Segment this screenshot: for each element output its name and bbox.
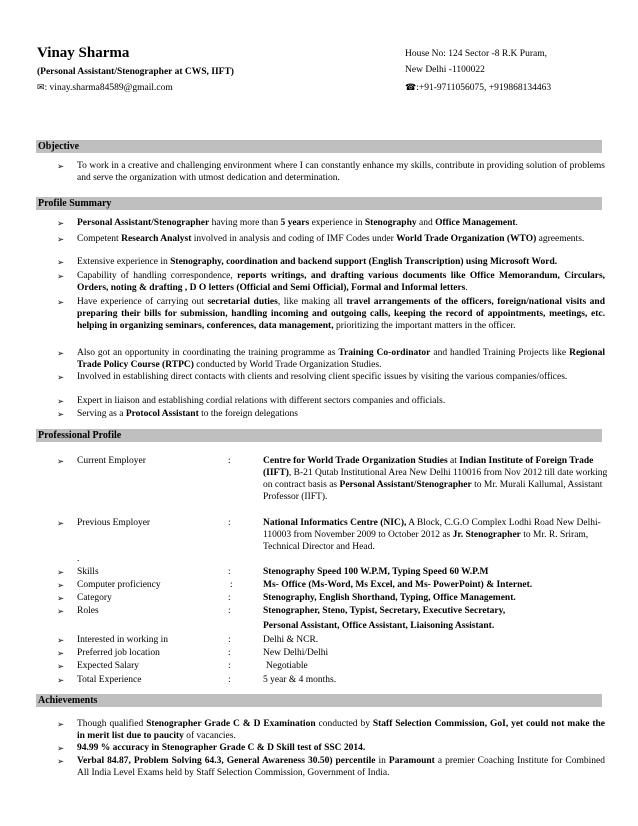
colon: : (228, 635, 231, 645)
summary-item-5: Have experience of carrying out secretarial duties, like making all travel arrangements of the officers, foreign/national visits and preparing their bills for submission, handling incoming and outgoing calls, keeping the record of appointments, meetings, etc. helping in organizing seminars, conferences, data management, prioritizing the important matters in the officer. (77, 297, 605, 331)
category-label: Category (77, 593, 112, 603)
phone-icon: ☎ (405, 82, 417, 92)
bullet-arrow-icon: ➢ (57, 580, 65, 590)
bullet-arrow-icon: ➢ (57, 409, 65, 419)
bullet-arrow-icon: ➢ (57, 606, 65, 616)
bullet-arrow-icon: ➢ (57, 518, 65, 528)
bullet-arrow-icon: ➢ (57, 234, 65, 244)
bullet-arrow-icon: ➢ (57, 593, 65, 603)
candidate-name: Vinay Sharma (37, 45, 130, 61)
interested-label: Interested in working in (77, 635, 169, 645)
bullet-arrow-icon: ➢ (57, 661, 65, 671)
colon: : (228, 648, 231, 658)
expected-salary-label: Expected Salary (77, 661, 139, 671)
address-line-1: House No: 124 Sector -8 R.K Puram, (405, 49, 547, 59)
total-experience-value: 5 year & 4 months. (263, 675, 337, 685)
achievement-1: Though qualified Stenographer Grade C & D Examination conducted by Staff Selection Commission, GoI, yet could not make the in merit list due to paucity of vacancies. (77, 719, 606, 741)
total-experience-label: Total Experience (77, 675, 142, 685)
colon: : (230, 580, 233, 590)
professional-profile-heading: Professional Profile (36, 429, 602, 442)
previous-employer-label: Previous Employer (77, 518, 151, 528)
previous-employer-value: National Informatics Centre (NIC), A Block, C.G.O Complex Lodhi Road New Delhi-110003 from November 2009 to October 2012 as Jr. Stenographer to Mr. R. Sriram, Technical Director and Head. (263, 518, 601, 552)
email-text: : vinay.sharma84589@gmail.com (44, 83, 173, 93)
bullet-arrow-icon: ➢ (57, 271, 65, 281)
roles-label: Roles (77, 606, 99, 616)
skills-value: Stenography Speed 100 W.P.M, Typing Speed 60 W.P.M (263, 567, 489, 577)
address-line-2: New Delhi -1100022 (405, 65, 485, 75)
bullet-arrow-icon: ➢ (57, 218, 65, 228)
bullet-arrow-icon: ➢ (57, 372, 65, 382)
colon: : (228, 606, 231, 616)
summary-item-1: Personal Assistant/Stenographer having more than 5 years experience in Stenography and Office Management. (77, 218, 518, 228)
roles-value: Stenographer, Steno, Typist, Secretary, Executive Secretary, Personal Assistant, Office Assistant, Liaisoning Assistant. (263, 606, 506, 631)
bullet-arrow-icon: ➢ (57, 635, 65, 645)
bullet-arrow-icon: ➢ (57, 743, 65, 753)
email-line (37, 81, 173, 94)
expected-salary-value: Negotiable (266, 661, 308, 671)
current-employer-value: Centre for World Trade Organization Studies at Indian Institute of Foreign Trade (IIFT), B-21 Qutab Institutional Area New Delhi 110016 from Nov 2012 till date working on contract basis as Personal Assistant/Stenographer to Mr. Murali Kallumal, Assistant Professor (IIFT). (263, 456, 608, 502)
bullet-arrow-icon: ➢ (57, 648, 65, 658)
colon: : (228, 593, 231, 603)
bullet-arrow-icon: ➢ (57, 257, 65, 267)
bullet-arrow-icon: ➢ (57, 675, 65, 685)
preferred-location-value: New Delhi/Delhi (263, 648, 329, 658)
colon: : (228, 518, 231, 528)
summary-item-8: Expert in liaison and establishing cordial relations with different sectors companies and officials. (77, 396, 446, 406)
objective-text: To work in a creative and challenging environment where I can constantly enhance my skills, contribute in providing solution of problems and serve the organization with utmost dedication and determination. (77, 161, 605, 183)
computer-proficiency-label: Computer proficiency (77, 580, 161, 590)
summary-item-4: Capability of handling correspondence, reports writings, and drafting various documents like Office Memorandum, Circulars, Orders, noting & drafting , D O letters (Official and Semi Official), Formal and Informal letters. (77, 271, 606, 293)
phone-text: :+91-9711056075, +919868134463 (416, 83, 552, 93)
colon: : (228, 456, 231, 466)
colon: : (228, 675, 231, 685)
computer-proficiency-value: Ms- Office (Ms-Word, Ms Excel, and Ms- PowerPoint) & Internet. (263, 580, 533, 590)
profile-summary-heading: Profile Summary (36, 197, 602, 210)
achievement-3: Verbal 84.87, Problem Solving 64.3, General Awareness 30.50) percentile in Paramount a premier Coaching Institute for Combined All India Level Exams held by Staff Selection Commission, Government of India. (77, 756, 605, 778)
bullet-arrow-icon: ➢ (57, 719, 65, 729)
bullet-arrow-icon: ➢ (57, 567, 65, 577)
colon: : (228, 661, 231, 671)
summary-item-6: Also got an opportunity in coordinating the training programme as Training Co-ordinator and handled Training Projects like Regional Trade Policy Course (RTPC) conducted by World Trade Organization Studies. (77, 348, 605, 370)
objective-heading: Objective (36, 140, 602, 153)
envelope-icon: ✉ (37, 82, 45, 92)
summary-item-3: Extensive experience in Stenography, coordination and backend support (English Transcription) using Microsoft Word. (77, 257, 558, 267)
summary-item-2: Competent Research Analyst involved in analysis and coding of IMF Codes under World Trade Organization (WTO) agreements. (77, 234, 585, 244)
summary-item-9: Serving as a Protocol Assistant to the foreign delegations (77, 409, 298, 419)
bullet-arrow-icon: ➢ (57, 456, 65, 466)
phone-line (405, 81, 551, 94)
skills-label: Skills (77, 567, 99, 577)
interested-value: Delhi & NCR. (263, 635, 319, 645)
summary-item-7: Involved in establishing direct contacts with clients and resolving client specific issues by visiting the various companies/offices. (77, 372, 568, 382)
bullet-arrow-icon: ➢ (57, 348, 65, 358)
current-employer-label: Current Employer (77, 456, 146, 466)
bullet-arrow-icon: ➢ (57, 161, 65, 171)
bullet-arrow-icon: ➢ (57, 756, 65, 766)
bullet-arrow-icon: ➢ (57, 297, 65, 307)
preferred-location-label: Preferred job location (77, 648, 160, 658)
candidate-role: (Personal Assistant/Stenographer at CWS, IIFT) (37, 67, 234, 77)
category-value: Stenography, English Shorthand, Typing, Office Management. (263, 593, 516, 603)
stray-dot: . (77, 554, 80, 564)
bullet-arrow-icon: ➢ (57, 396, 65, 406)
colon: : (228, 567, 231, 577)
achievements-heading: Achievements (36, 694, 602, 707)
achievement-2: 94.99 % accuracy in Stenographer Grade C & D Skill test of SSC 2014. (77, 743, 366, 753)
